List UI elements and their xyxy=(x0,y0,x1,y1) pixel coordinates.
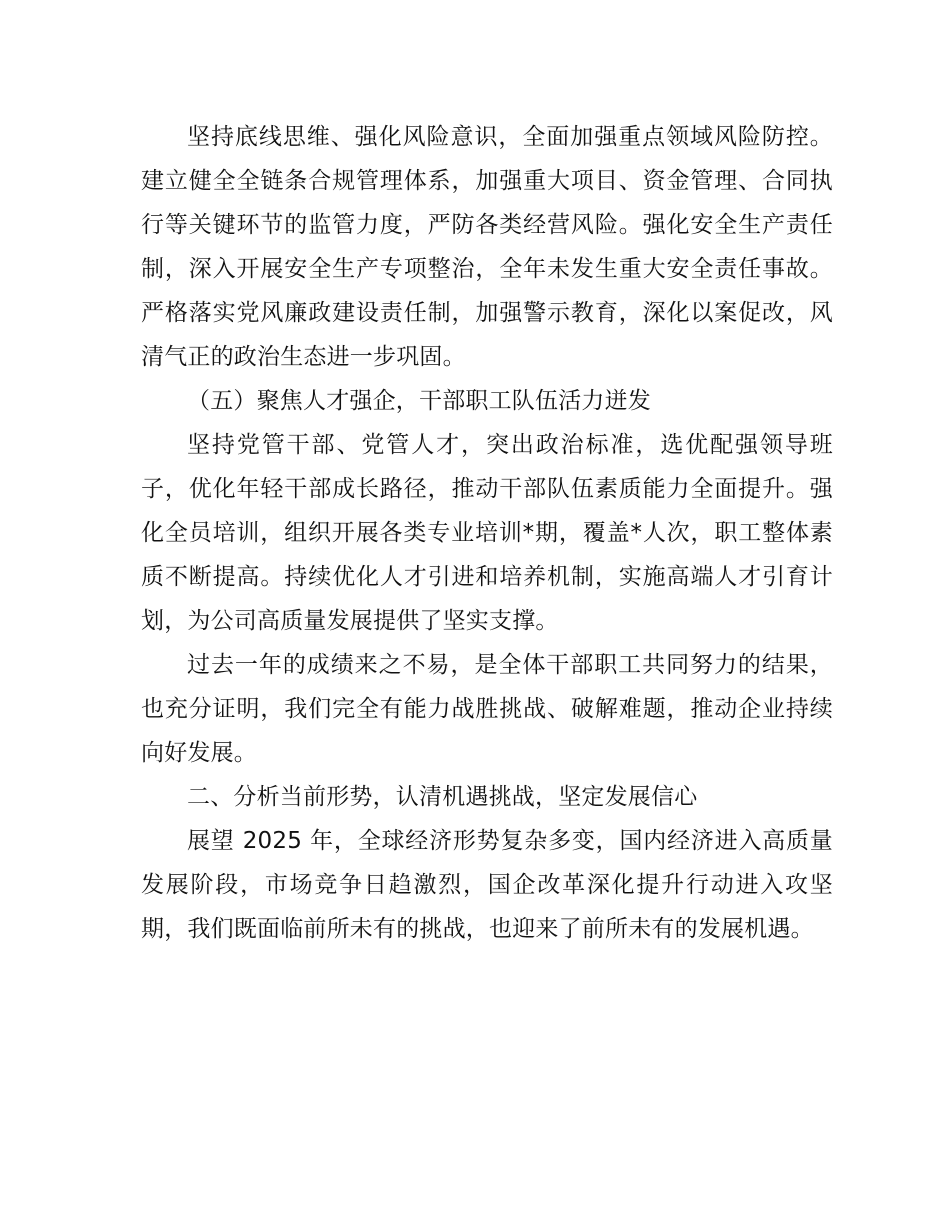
section-heading-situation: 二、分析当前形势，认清机遇挑战，坚定发展信心 xyxy=(187,784,698,810)
paragraph-risk-control: 坚持底线思维、强化风险意识，全面加强重点领域风险防控。建立健全全链条合规管理体系，加强重大项目、资金管理、合同执行等关键环节的监管力度，严防各类经营风险。强化安全生产责任制，深入开展安全生产专项整治，全年未发生重大安全责任事故。严格落实党风廉政建设责任制，加强警示教育，深化以案促改，风清气正的政治生态进一步巩固。 xyxy=(141,124,833,370)
paragraph-achievements: 过去一年的成绩来之不易，是全体干部职工共同努力的结果，也充分证明，我们完全有能力战胜挑战、破解难题，推动企业持续向好发展。 xyxy=(141,652,833,766)
paragraph-talent: 坚持党管干部、党管人才，突出政治标准，选优配强领导班子，优化年轻干部成长路径，推动干部队伍素质能力全面提升。强化全员培训，组织开展各类专业培训*期，覆盖*人次，职工整体素质不断提高。持续优化人才引进和培养机制，实施高端人才引育计划，为公司高质量发展提供了坚实支撑。 xyxy=(141,432,833,634)
paragraph-outlook-2025: 展望 2025 年，全球经济形势复杂多变，国内经济进入高质量发展阶段，市场竞争日趋激烈，国企改革深化提升行动进入攻坚期，我们既面临前所未有的挑战，也迎来了前所未有的发展机遇。 xyxy=(141,828,833,942)
document-body xyxy=(141,115,833,951)
section-heading-talent: （五）聚焦人才强企，干部职工队伍活力迸发 xyxy=(187,388,651,414)
